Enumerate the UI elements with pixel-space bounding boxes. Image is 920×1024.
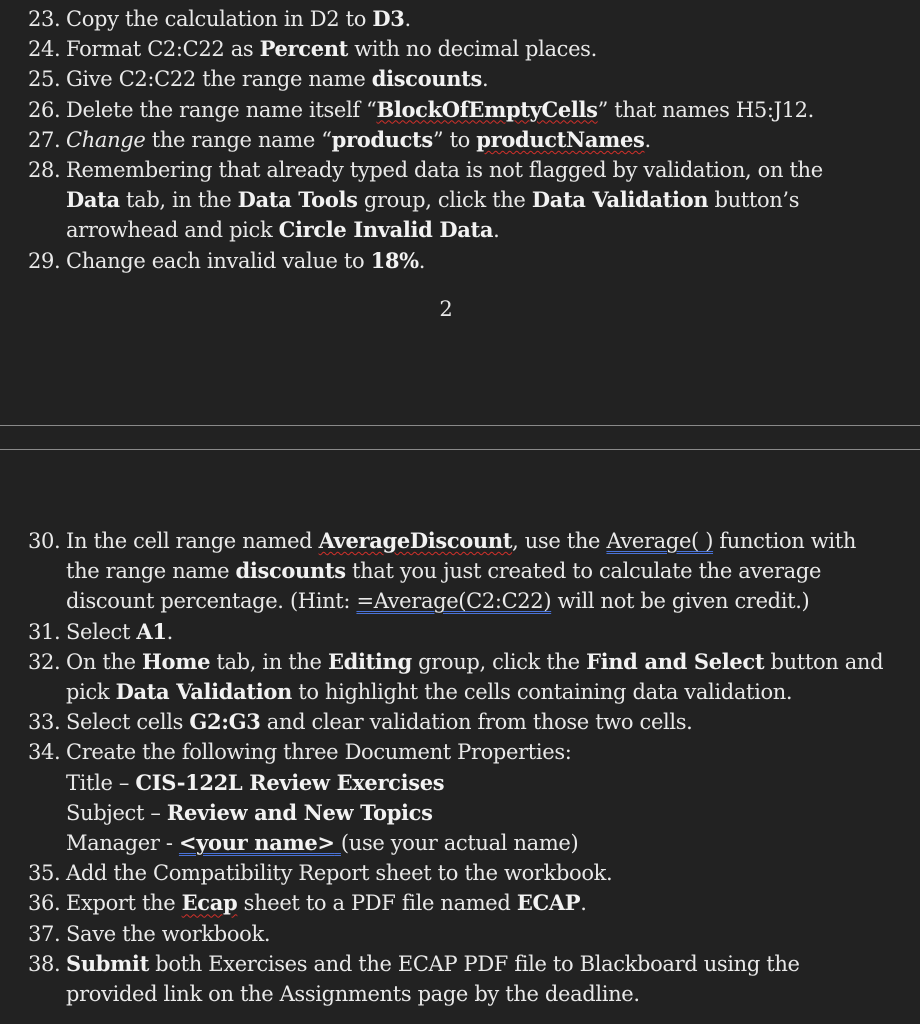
list-item-31: 31. Select A1. [28,617,908,647]
item-number: 23. [28,7,61,31]
item-number: 27. [28,127,61,152]
spellcheck-flagged-word: BlockOfEmptyCells [376,96,598,122]
page-number: 2 [439,297,453,321]
list-item-37: 37. Save the workbook. [28,919,908,949]
grammar-flagged-text: <your name> [178,830,335,856]
item-line: In the cell range named AverageDiscount, use the Average( ) function with [66,528,857,553]
list-item-30 [28,526,908,617]
list-item-38 [28,949,908,1009]
document-page-2 [0,452,920,1024]
item-number: 36. [28,891,61,916]
item-number: 33. [28,710,61,735]
item-number: 31. [28,619,61,644]
list-item-35: 35. Add the Compatibility Report sheet to the workbook. [28,858,908,888]
item-number: 29. [28,248,61,273]
list-item-36: 36. Export the Ecap sheet to a PDF file named ECAP. [28,888,908,918]
item-line: On the Home tab, in the Editing group, click the Find and Select button and [66,648,884,674]
document-property-subject: Subject – Review and New Topics [66,799,433,825]
item-line: discount percentage. (Hint: =Average(C2:C22) will not be given credit.) [66,589,810,614]
list-item-24: 24. Format C2:C22 as Percent with no decimal places. [28,34,908,64]
item-line: Submit both Exercises and the ECAP PDF file to Blackboard using the [66,950,800,976]
list-item-29: 29. Change each invalid value to 18%. [28,246,908,276]
spellcheck-flagged-word: AverageDiscount [318,528,513,553]
list-item-33: 33. Select cells G2:G3 and clear validation from those two cells. [28,707,908,737]
item-number: 28. [28,158,61,183]
item-number: 34. [28,740,61,765]
item-line: arrowhead and pick Circle Invalid Data. [66,217,500,243]
item-number: 37. [28,921,61,946]
item-number: 24. [28,37,61,62]
list-item-23: 23. Copy the calculation in D2 to D3. [28,4,908,34]
instruction-list-page-1 [28,4,908,276]
item-line: the range name discounts that you just created to calculate the average [66,558,822,584]
document-property-title: Title – CIS-122L Review Exercises [66,769,445,795]
item-line: pick Data Validation to highlight the cells containing data validation. [66,679,793,705]
item-number: 32. [28,649,61,674]
item-line: provided link on the Assignments page by the deadline. [66,982,640,1007]
item-line: Create the following three Document Properties: [66,740,572,765]
document-page-1 [0,0,920,420]
spellcheck-flagged-word: productNames [476,126,645,152]
item-line: Remembering that already typed data is not flagged by validation, on the [66,158,823,183]
item-number: 30. [28,529,61,553]
page-break-line [0,425,920,426]
grammar-flagged-text: Average( ) [606,529,714,553]
page-break-line [0,449,920,450]
list-item-34 [28,737,908,858]
list-item-32 [28,647,908,707]
list-item-28 [28,155,908,246]
list-item-25: 25. Give C2:C22 the range name discounts. [28,64,908,94]
item-number: 25. [28,67,61,92]
instruction-list-page-2 [28,526,908,1009]
item-line: Data tab, in the Data Tools group, click the Data Validation button’s [66,187,800,213]
list-item-26: 26. Delete the range name itself “BlockOfEmptyCells” that names H5:J12. [28,95,908,125]
document-property-manager: Manager - <your name> (use your actual name) [66,830,579,856]
list-item-27: 27. Change the range name “products” to productNames. [28,125,908,155]
item-number: 38. [28,951,61,976]
grammar-flagged-text: =Average(C2:C22) [356,589,552,614]
spellcheck-flagged-word: Ecap [181,890,238,916]
item-number: 35. [28,861,61,886]
item-number: 26. [28,97,61,122]
